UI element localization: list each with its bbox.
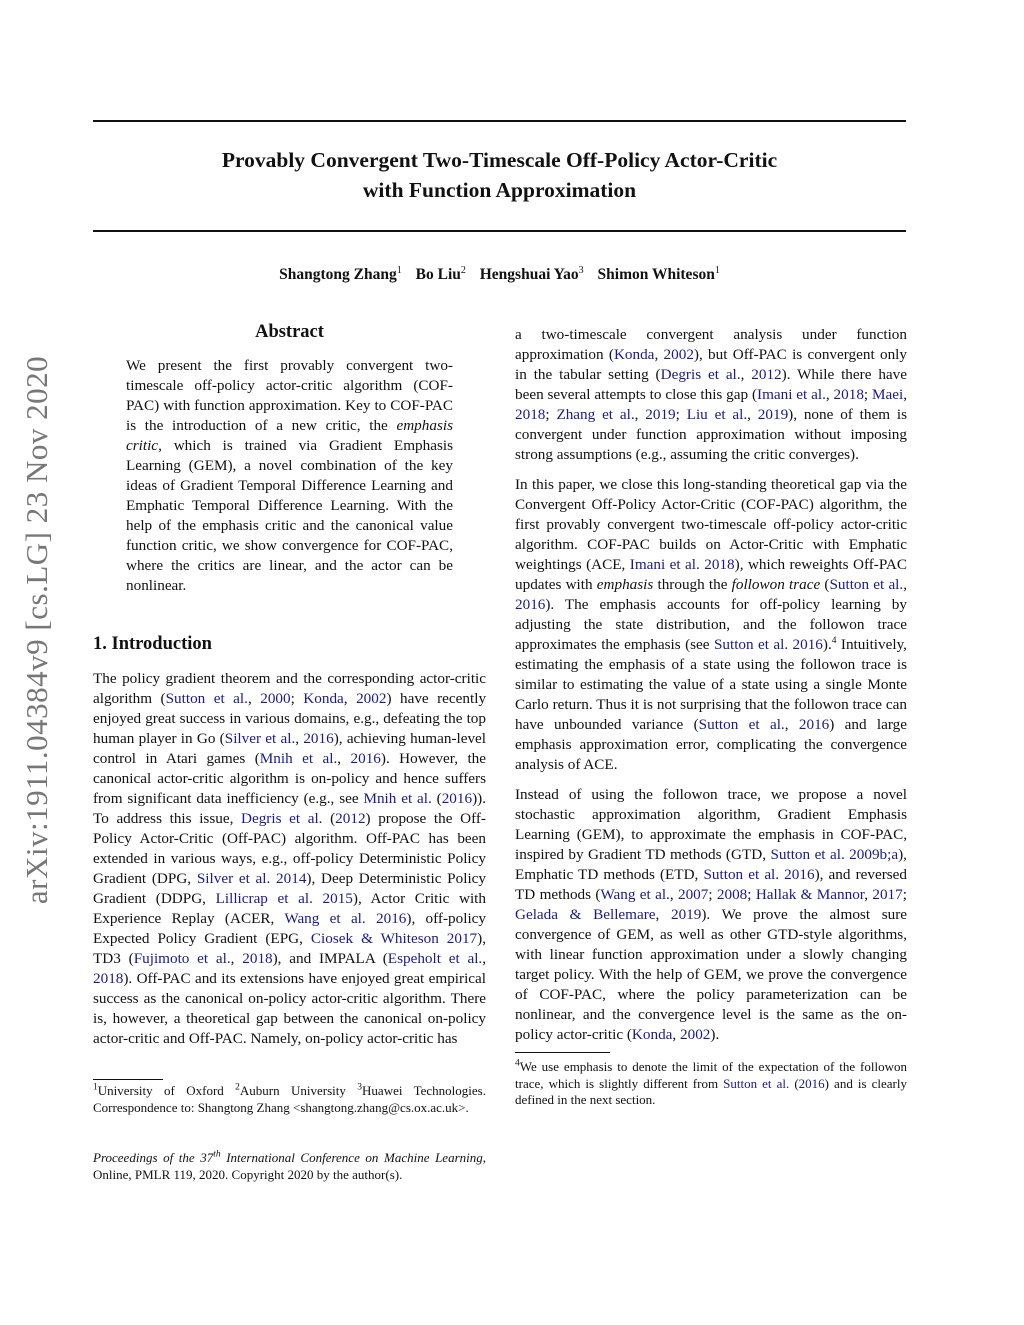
citation-link[interactable]: Konda	[613, 346, 655, 363]
citation-link[interactable]: Silver et al.	[224, 730, 296, 747]
citation-link[interactable]: Sutton et al.	[829, 576, 904, 593]
title-bottom-rule	[93, 230, 906, 232]
arxiv-identifier: arXiv:1911.04384v9 [cs.LG] 23 Nov 2020	[19, 355, 54, 905]
citation-link[interactable]: 2019	[757, 406, 789, 423]
title-line-2: with Function Approximation	[362, 178, 637, 202]
citation-link[interactable]: 2016	[798, 1075, 825, 1091]
citation-link[interactable]: 2018	[833, 386, 864, 403]
proceedings-note: Proceedings of the 37th International Conference on Machine Learning, Online, PMLR 119, 2020. Copyright 2020 by the author(s).	[93, 1149, 486, 1182]
author: Hengshuai Yao$^3$	[479, 264, 584, 283]
citation-link[interactable]: Mnih et al.	[259, 750, 338, 767]
citation-link[interactable]: 2007	[677, 886, 709, 903]
citation-link[interactable]: Wang et al. 2016	[284, 910, 407, 927]
citation-link[interactable]: Sutton et al. 2016	[703, 866, 815, 883]
citation-link[interactable]: 2016	[350, 750, 381, 767]
author: Shimon Whiteson$^1$	[597, 264, 720, 283]
footnote-rule-right	[515, 1052, 610, 1053]
abstract-heading: Abstract	[255, 322, 324, 342]
citation-link[interactable]: 2016	[441, 790, 473, 807]
citation-link[interactable]: 2002	[680, 1026, 711, 1043]
citation-link[interactable]: Espeholt et al.	[387, 950, 483, 967]
intro-paragraph-4: Instead of using the followon trace, we propose a novel stochastic approximation algorithm, Gradient Emphasis Learning (GEM), to approximate the emphasis in COF-PAC, inspired by Gradient TD methods (GTD, Sutton et al. 2009b;a), Emphatic TD methods (ETD, Sutton et al. 2016), and reversed TD methods (Wang et al., 2007; 2008; Hallak & Mannor, 2017; Gelada & Bellemare, 2019). We prove the almost sure convergence of GEM, as well as other GTD-style algorithms, with linear function approximation under a slowly changing target policy. With the help of GEM, we prove the convergence of COF-PAC, where the policy parameterization can be nonlinear, and the convergence level is the same as the on-policy actor-critic (Konda, 2002).	[515, 786, 908, 1043]
citation-link[interactable]: Degris et al.	[241, 810, 323, 827]
intro-paragraph-3: In this paper, we close this long-standing theoretical gap via the Convergent Off-Policy Actor-Critic (COF-PAC) algorithm, the first provably convergent two-timescale off-policy actor-critic algorithm. COF-PAC builds on Actor-Critic with Emphatic weightings (ACE, Imani et al. 2018), which reweights Off-PAC updates with emphasis through the followon trace (Sutton et al., 2016). The emphasis accounts for off-policy learning by adjusting the state distribution, and the followon trace approximates the emphasis (see Sutton et al. 2016).$^4$ Intuitively, estimating the emphasis of a state using the followon trace is similar to estimating the value of a state using a single Monte Carlo return. Thus it is not surprising that the followon trace can have unbounded variance (Sutton et al., 2016) and large emphasis approximation error, complicating the convergence analysis of ACE.	[515, 476, 908, 773]
introduction-heading: 1. Introduction	[93, 634, 212, 654]
intro-paragraph-2: a two-timescale convergent analysis under function approximation (Konda, 2002), but Off-PAC is convergent only in the tabular setting (Degris et al., 2012). While there have been several attempts to close this gap (Imani et al., 2018; Maei, 2018; Zhang et al., 2019; Liu et al., 2019), none of them is convergent under function approximation without imposing strong assumptions (e.g., assuming the critic converges).	[515, 326, 907, 463]
citation-link[interactable]: Ciosek & Whiteson 2017	[310, 930, 478, 947]
citation-link[interactable]: 2002	[663, 346, 694, 363]
citation-link[interactable]: 2019	[645, 406, 676, 423]
citation-link[interactable]: Imani et al.	[757, 386, 826, 403]
affiliations-footnote: $^1$University of Oxford $^2$Auburn University $^3$Huawei Technologies. Correspondence to: Shangtong Zhang <shangtong.zhang@cs.ox.ac.uk>.	[93, 1082, 486, 1115]
citation-link[interactable]: 2019	[670, 906, 702, 923]
citation-link[interactable]: Fujimoto et al.	[133, 950, 231, 967]
citation-link[interactable]: Hallak & Mannor	[755, 886, 865, 903]
citation-link[interactable]: Gelada & Bellemare	[515, 906, 656, 923]
citation-link[interactable]: Degris et al.	[660, 366, 741, 383]
arxiv-identifier-sidebar	[14, 310, 60, 950]
citation-link[interactable]: 2002	[356, 690, 387, 707]
author: Shangtong Zhang$^1$	[279, 264, 402, 283]
title-top-rule	[93, 120, 906, 122]
author: Bo Liu$^2$	[415, 264, 466, 283]
citation-link[interactable]: 2012	[335, 810, 366, 827]
citation-link[interactable]: Mnih et al.	[363, 790, 432, 807]
citation-link[interactable]: Liu et al.	[686, 406, 748, 423]
citation-link[interactable]: Sutton et al.	[723, 1075, 790, 1091]
paper-title	[93, 145, 906, 205]
citation-link[interactable]: Zhang et al.	[556, 406, 635, 423]
citation-link[interactable]: Lillicrap et al. 2015	[215, 890, 353, 907]
citation-link[interactable]: Sutton et al.	[165, 690, 248, 707]
citation-link[interactable]: Imani et al. 2018	[629, 556, 735, 573]
citation-link[interactable]: 2008	[716, 886, 748, 903]
citation-link[interactable]: Maei	[871, 386, 904, 403]
footnote-rule-left	[93, 1079, 163, 1080]
intro-paragraph-1: The policy gradient theorem and the corresponding actor-critic algorithm (Sutton et al., 2000; Konda, 2002) have recently enjoyed great success in various domains, e.g., defeating the top human player in Go (Silver et al., 2016), achieving human-level control in Atari games (Mnih et al., 2016). However, the canonical actor-critic algorithm is on-policy and hence suffers from significant data inefficiency (e.g., see Mnih et al. (2016)). To address this issue, Degris et al. (2012) propose the Off-Policy Actor-Critic (Off-PAC) algorithm. Off-PAC has been extended in various ways, e.g., off-policy Deterministic Policy Gradient (DPG, Silver et al. 2014), Deep Deterministic Policy Gradient (DDPG, Lillicrap et al. 2015), Actor Critic with Experience Replay (ACER, Wang et al. 2016), off-policy Expected Policy Gradient (EPG, Ciosek & Whiteson 2017), TD3 (Fujimoto et al., 2018), and IMPALA (Espeholt et al., 2018). Off-PAC and its extensions have enjoyed great empirical success as the canonical on-policy actor-critic algorithm. There is, however, a theoretical gap between the canonical on-policy actor-critic and Off-PAC. Namely, on-policy actor-critic has	[93, 670, 487, 1047]
citation-link[interactable]: Konda	[631, 1026, 673, 1043]
citation-link[interactable]: 2018	[515, 406, 546, 423]
citation-link[interactable]: Wang et al.	[600, 886, 670, 903]
footnote-4: $^4$We use emphasis to denote the limit of the expectation of the followon trace, which is slightly different from Sutton et al. (2016) and is clearly defined in the next section.	[515, 1058, 907, 1107]
citation-link[interactable]: Sutton et al. 2016	[713, 636, 823, 653]
citation-link[interactable]: 2016	[303, 730, 334, 747]
citation-link[interactable]: Silver et al. 2014	[196, 870, 307, 887]
author-list	[93, 266, 906, 284]
citation-link[interactable]: 2017	[872, 886, 903, 903]
abstract-text: We present the first provably convergent two-timescale off-policy actor-critic algorithm (COF-PAC) with function approximation. Key to COF-PAC is the introduction of a new critic, the emphasis critic, which is trained via Gradient Emphasis Learning (GEM), a novel combination of the key ideas of Gradient Temporal Difference Learning and Emphatic Temporal Difference Learning. With the help of the emphasis critic and the canonical value function critic, we show convergence for COF-PAC, where the critics are linear, and the actor can be nonlinear.	[126, 357, 453, 594]
citation-link[interactable]: 2000	[260, 690, 291, 707]
citation-link[interactable]: 2012	[751, 366, 782, 383]
citation-link[interactable]: Sutton et al.	[698, 716, 785, 733]
title-line-1: Provably Convergent Two-Timescale Off-Policy Actor-Critic	[221, 148, 778, 172]
citation-link[interactable]: 2018	[242, 950, 273, 967]
citation-link[interactable]: Konda	[303, 690, 344, 707]
citation-link[interactable]: 2016	[798, 716, 830, 733]
citation-link[interactable]: 2018	[93, 970, 124, 987]
citation-link[interactable]: Sutton et al. 2009b;a	[770, 846, 899, 863]
citation-link[interactable]: 2016	[515, 596, 546, 613]
